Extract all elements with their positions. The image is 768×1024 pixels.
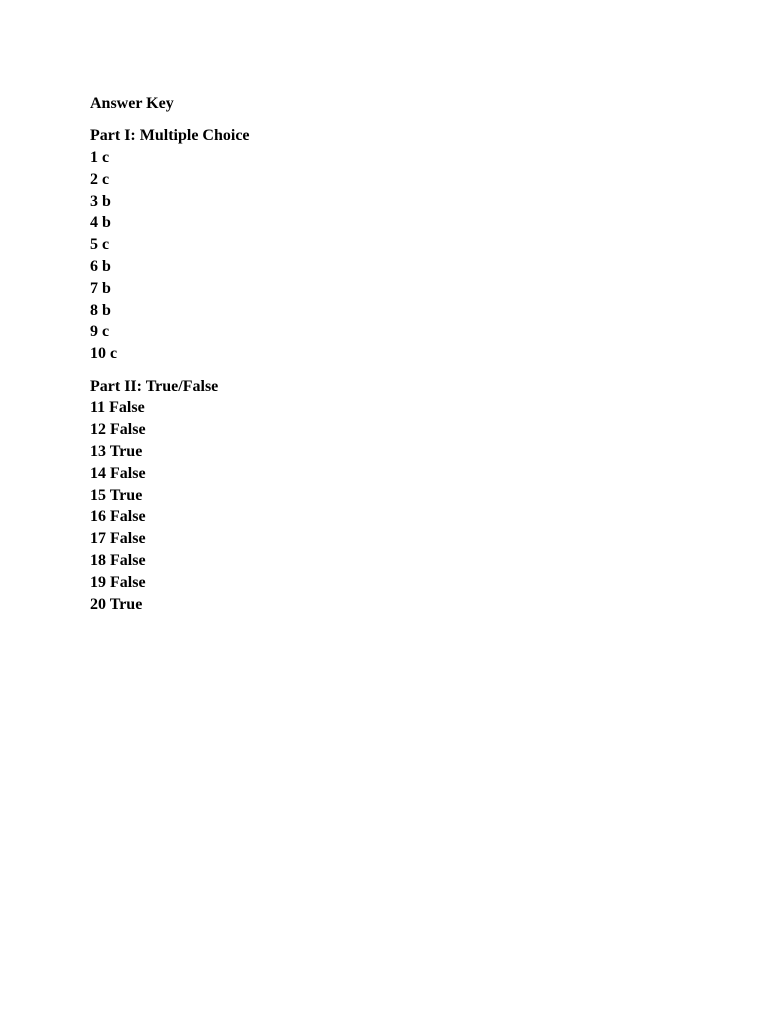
- question-number: 3: [90, 192, 98, 210]
- question-number: 17: [90, 530, 106, 548]
- answer-value: c: [102, 323, 110, 341]
- section-heading: Part II: True/False: [90, 377, 219, 395]
- answer-value: True: [109, 595, 143, 613]
- answer-value: False: [110, 530, 146, 548]
- question-number: 16: [90, 508, 106, 526]
- answer-item: [90, 506, 250, 528]
- question-number: 12: [90, 421, 106, 439]
- section-heading: Part I: Multiple Choice: [90, 127, 250, 145]
- answer-item: [90, 485, 250, 507]
- answer-value: b: [102, 301, 111, 319]
- answer-item: [90, 397, 250, 419]
- answer-value: c: [102, 149, 110, 167]
- section-true-false: [90, 376, 250, 616]
- answer-value: False: [109, 399, 145, 417]
- answer-list: [90, 397, 250, 615]
- section-multiple-choice: [90, 125, 250, 365]
- answer-item: [90, 169, 250, 191]
- question-number: 15: [90, 486, 106, 504]
- question-number: 10: [90, 345, 106, 363]
- question-number: 8: [90, 301, 98, 319]
- question-number: 13: [90, 442, 106, 460]
- question-number: 4: [90, 214, 98, 232]
- answer-item: [90, 147, 250, 169]
- answer-list: [90, 147, 250, 365]
- question-number: 18: [90, 551, 106, 569]
- answer-value: b: [102, 214, 111, 232]
- question-number: 19: [90, 573, 106, 591]
- answer-item: [90, 528, 250, 550]
- answer-item: [90, 212, 250, 234]
- answer-value: True: [109, 442, 143, 460]
- answer-value: b: [102, 258, 111, 276]
- answer-item: [90, 321, 250, 343]
- question-number: 14: [90, 464, 106, 482]
- answer-value: False: [110, 421, 146, 439]
- answer-value: c: [110, 345, 118, 363]
- answer-item: [90, 550, 250, 572]
- answer-item: [90, 343, 250, 365]
- question-number: 7: [90, 279, 98, 297]
- answer-item: [90, 441, 250, 463]
- answer-item: [90, 594, 250, 616]
- answer-item: [90, 278, 250, 300]
- document-content: [90, 93, 250, 615]
- answer-item: [90, 463, 250, 485]
- answer-value: False: [110, 464, 146, 482]
- answer-item: [90, 300, 250, 322]
- answer-item: [90, 419, 250, 441]
- question-number: 2: [90, 170, 98, 188]
- answer-item: [90, 572, 250, 594]
- answer-item: [90, 191, 250, 213]
- answer-item: [90, 234, 250, 256]
- question-number: 9: [90, 323, 98, 341]
- answer-value: c: [102, 170, 110, 188]
- answer-value: False: [110, 573, 146, 591]
- question-number: 6: [90, 258, 98, 276]
- answer-value: b: [102, 192, 111, 210]
- question-number: 11: [90, 399, 106, 417]
- question-number: 20: [90, 595, 106, 613]
- answer-value: False: [110, 551, 146, 569]
- question-number: 5: [90, 236, 98, 254]
- page-title: Answer Key: [90, 95, 174, 112]
- answer-value: b: [102, 279, 111, 297]
- answer-value: False: [110, 508, 146, 526]
- answer-item: [90, 256, 250, 278]
- answer-value: c: [102, 236, 110, 254]
- answer-value: True: [109, 486, 143, 504]
- question-number: 1: [90, 149, 98, 167]
